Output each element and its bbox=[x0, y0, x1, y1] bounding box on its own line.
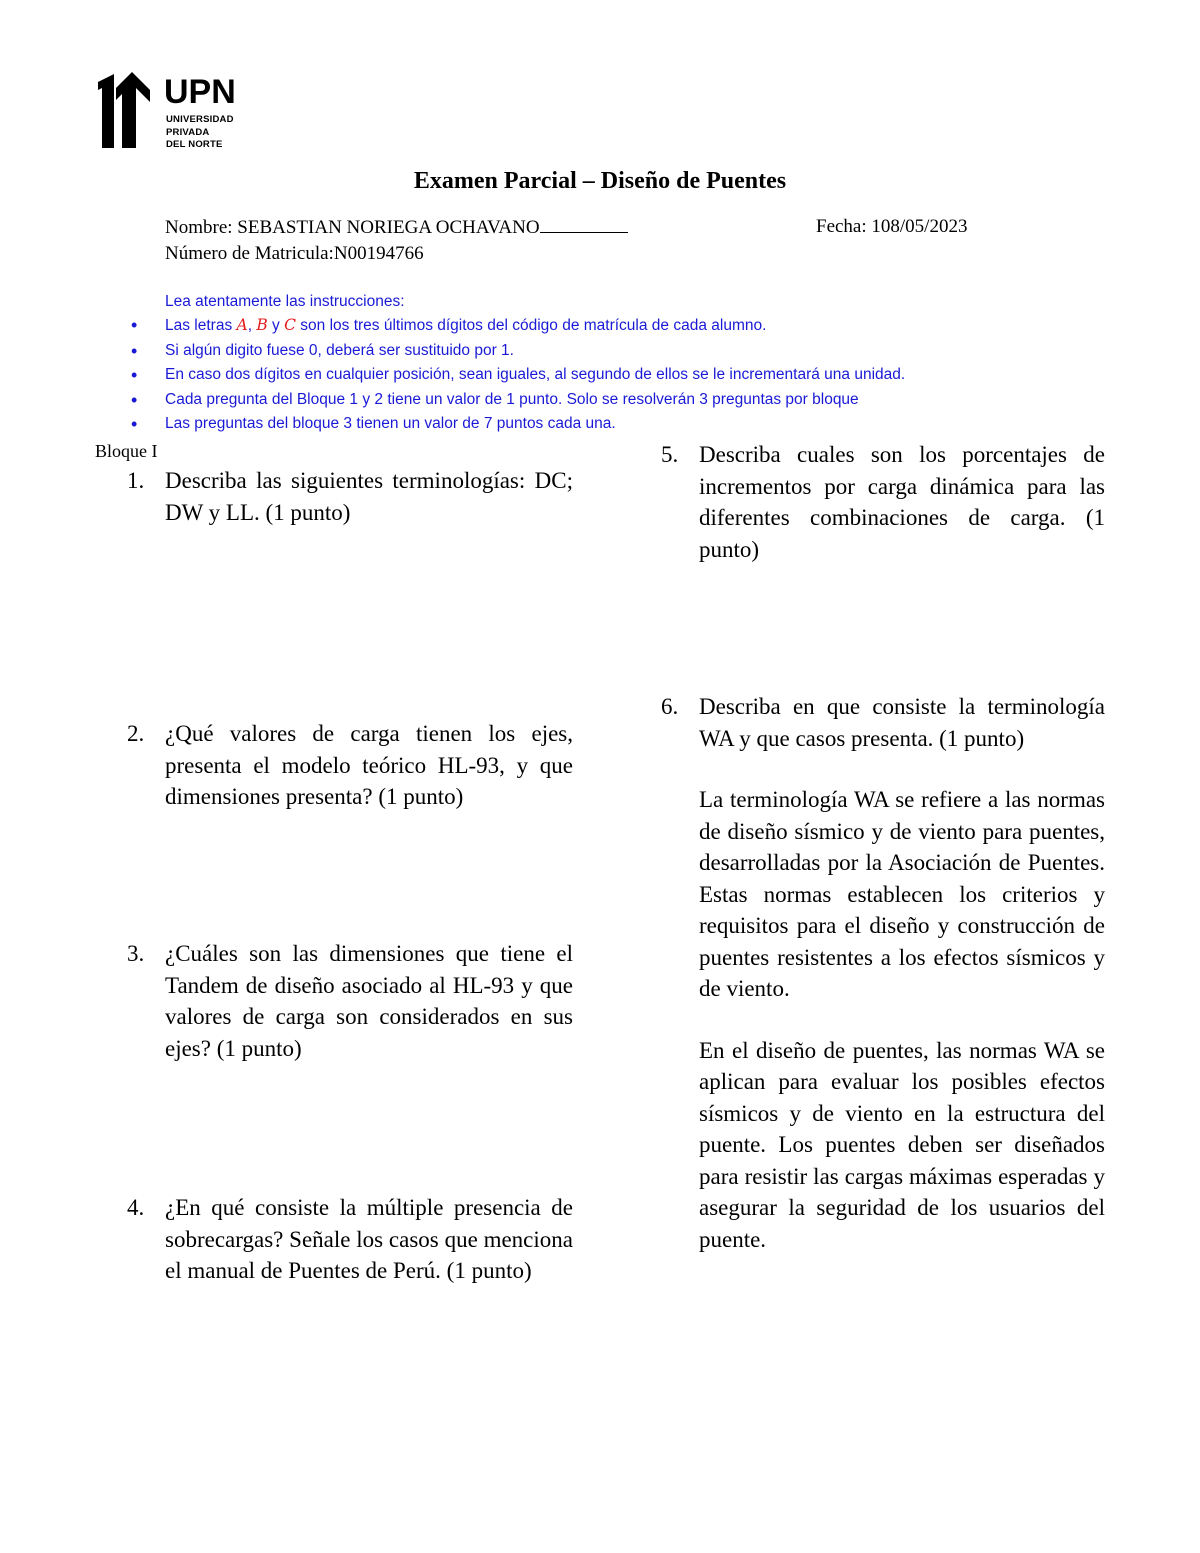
letter-a: A bbox=[236, 316, 248, 334]
instruction-text: y bbox=[267, 317, 285, 334]
answer-paragraph: La terminología WA se refiere a las normas de diseño sísmico y de viento para puentes, desarrolladas por la Asociación de Puentes. Estas normas establecen los criterios y requisitos para el diseño y construcción de puentes resistentes a los efectos sísmicos y de viento. bbox=[699, 787, 1105, 1001]
question-number: 4. bbox=[127, 1195, 145, 1220]
university-logo bbox=[96, 72, 246, 152]
logo-brand: UPN bbox=[164, 73, 236, 111]
enrollment-value: N00194766 bbox=[333, 243, 424, 264]
instruction-item bbox=[165, 313, 905, 339]
logo-subtitle bbox=[166, 114, 234, 152]
date-value: 108/05/2023 bbox=[871, 216, 968, 237]
question-number: 1. bbox=[127, 468, 145, 493]
enrollment-label: Número de Matricula: bbox=[165, 243, 334, 264]
name-label: Nombre: bbox=[165, 217, 238, 238]
answer-paragraph: En el diseño de puentes, las normas WA se aplican para evaluar los posibles efectos sísmicos y de viento en la estructura del puente. Los puentes deben ser diseñados para resistir las cargas máximas esperadas y asegurar la seguridad de los usuarios del puente. bbox=[699, 1037, 1105, 1252]
logo-subtitle-line: DEL NORTE bbox=[166, 139, 223, 150]
instructions-list bbox=[165, 313, 905, 437]
date-label: Fecha: bbox=[816, 216, 872, 237]
block-label: Bloque I bbox=[95, 441, 158, 461]
letter-b: B bbox=[256, 316, 268, 334]
logo-subtitle-line: PRIVADA bbox=[166, 126, 210, 138]
instruction-item: • Las preguntas del bloque 3 tienen un valor de 7 puntos cada una. bbox=[165, 412, 905, 437]
instruction-item: • Si algún digito fuese 0, deberá ser sustituido por 1. bbox=[165, 339, 905, 364]
student-name-line bbox=[165, 216, 628, 239]
instruction-text: son los tres últimos dígitos del código de matrícula de cada alumno. bbox=[295, 317, 767, 334]
question-number: 5. bbox=[661, 442, 679, 467]
instruction-item: • En caso dos dígitos en cualquier posición, sean iguales, al segundo de ellos se le incrementará una unidad. bbox=[165, 363, 905, 388]
name-value: SEBASTIAN NORIEGA OCHAVANO bbox=[237, 217, 540, 238]
question-text: ¿Cuáles son las dimensiones que tiene el Tandem de diseño asociado al HL-93 y que valores de carga son considerados en sus ejes? (1 punto) bbox=[165, 941, 573, 1061]
question-text: ¿Qué valores de carga tienen los ejes, presenta el modelo teórico HL-93, y que dimensiones presenta? (1 punto) bbox=[165, 721, 573, 809]
question-number: 6. bbox=[661, 694, 679, 719]
instructions-lead: Lea atentamente las instrucciones: bbox=[165, 293, 405, 310]
instruction-item: • Cada pregunta del Bloque 1 y 2 tiene un valor de 1 punto. Solo se resolverán 3 preguntas por bloque bbox=[165, 388, 905, 413]
question-text: Describa cuales son los porcentajes de incrementos por carga dinámica para las diferentes combinaciones de carga. (1 punto) bbox=[699, 442, 1105, 562]
instruction-text: Las letras bbox=[165, 317, 237, 334]
question-text: Describa las siguientes terminologías: DC; DW y LL. (1 punto) bbox=[165, 468, 573, 525]
question-4 bbox=[127, 1192, 573, 1287]
instruction-text: , bbox=[247, 317, 257, 334]
logo-subtitle-line: UNIVERSIDAD bbox=[166, 114, 234, 125]
question-text: Describa en que consiste la terminología WA y que casos presenta. (1 punto) bbox=[699, 694, 1105, 751]
question-number: 3. bbox=[127, 941, 145, 966]
instructions bbox=[165, 291, 905, 437]
question-3 bbox=[127, 938, 573, 1064]
name-underline bbox=[540, 216, 628, 233]
date-line bbox=[816, 216, 967, 238]
question-1 bbox=[127, 465, 573, 528]
upn-mark-icon bbox=[96, 72, 158, 150]
exam-title: Examen Parcial – Diseño de Puentes bbox=[413, 168, 787, 194]
question-2 bbox=[127, 718, 573, 813]
question-6 bbox=[661, 691, 1105, 1255]
question-text: ¿En qué consiste la múltiple presencia de sobrecargas? Señale los casos que menciona el manual de Puentes de Perú. (1 punto) bbox=[165, 1195, 573, 1283]
letter-c: C bbox=[284, 316, 296, 334]
question-5 bbox=[661, 439, 1105, 565]
question-number: 2. bbox=[127, 721, 145, 746]
enrollment-line bbox=[165, 243, 424, 265]
